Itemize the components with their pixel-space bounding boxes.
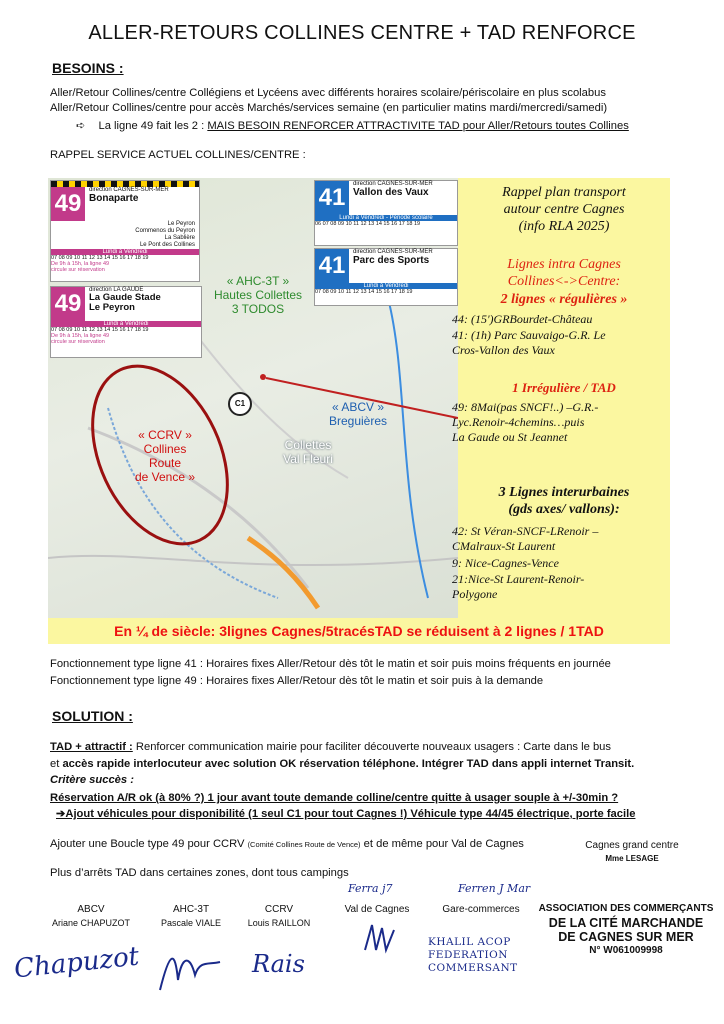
ahc-label: AHC-3T [172, 904, 210, 915]
card-direction: direction CAGNES-SUR-MER [89, 187, 169, 193]
bottom-banner-text: En ¼ de siècle: 3lignes Cagnes/5tracésTAD se réduisent à 2 lignes / 1TAD [114, 623, 604, 639]
info-line-9: 9: Nice-Cagnes-Vence [452, 556, 559, 570]
card-destination: Vallon des Vaux [353, 187, 429, 198]
collettes-label: Collettes Val Fleuri [283, 438, 333, 466]
stop-2: Commenos du Peyron [135, 228, 195, 234]
ccrv-label: CCRV [264, 904, 294, 915]
stamp-line-1: ASSOCIATION DES COMMERÇANTS [538, 903, 714, 914]
info-line-41: 41: (1h) Parc Sauvaigo-G.R. Le Cros-Vallon des Vaux [452, 328, 606, 357]
card-period: Lundi à Vendredi [315, 283, 457, 289]
besoins-line2: Aller/Retour Collines/centre pour accès Marchés/services semaine (en particulier matins mardi/mercredi/samedi) [50, 102, 608, 114]
line-41-badge: 41 [315, 181, 349, 215]
fonctionnement-49: Fonctionnement type ligne 49 : Horaires fixes Aller/Retour dès tôt le matin et soir puis à la demande [50, 675, 544, 687]
card-direction: direction LA GAUDE [89, 287, 144, 293]
info-line-49: 49: 8Mai(pas SNCF!..) –G.R.- Lyc.Renoir-4chemins…puis La Gaude ou St Jeannet [452, 400, 599, 444]
info-irreguliere: 1 Irrégulière / TAD [512, 380, 616, 395]
info-title: Rappel plan transport autour centre Cagnes (info RLA 2025) [502, 185, 626, 234]
card-period: Lundi à Vendredi [51, 321, 201, 327]
ahc-signature [150, 940, 230, 1000]
timetable-card-49-la-gaude [50, 286, 202, 358]
solution-heading: SOLUTION : [52, 708, 133, 724]
besoins-line1: Aller/Retour Collines/centre Collégiens et Lycéens avec différents horaires scolaire/périscolaire en plus scolabus [50, 87, 606, 99]
line-49-badge: 49 [51, 287, 85, 321]
tad-text: Renforcer communication mairie pour faciliter découverte nouveaux usagers : Carte dans le bus [132, 741, 611, 753]
stop-1: Le Peyron [167, 221, 195, 227]
ajout-line: ➔Ajout véhicules pour disponibilité (1 seul C1 pour tout Cagnes !) Véhicule type 44/45 électrique, porte facile [56, 808, 636, 820]
timetable-card-41-parc [314, 248, 458, 306]
solution-tad-line [50, 740, 611, 755]
boucle-b: et de même pour Val de Cagnes [360, 838, 524, 850]
abcv-signature: Chapuzot [12, 941, 141, 985]
besoins-heading: BESOINS : [52, 60, 124, 76]
val-de-cagnes-label: Val de Cagnes [344, 904, 410, 915]
card-direction: direction CAGNES-SUR-MER [353, 249, 433, 255]
transport-map [48, 178, 670, 644]
stamp-line-3: DE CAGNES SUR MER [558, 930, 694, 944]
ahc-area-label: « AHC-3T » Hautes Collettes 3 TODOS [213, 274, 303, 316]
val-signature [360, 920, 400, 960]
card-note-1: De 9h à 15h, la ligne 49 [51, 333, 110, 339]
arrets-line: Plus d’arrêts TAD dans certaines zones, dont tous campings [50, 867, 349, 879]
stop-4: Le Pont des Collines [139, 242, 195, 248]
boucle-line [50, 837, 524, 852]
info-interurbaines: 3 Lignes interurbaines (gds axes/ vallons): [498, 485, 630, 517]
ccrv-area-label: « CCRV » Collines Route de Vence » [134, 428, 196, 484]
besoins-line3 [76, 119, 629, 134]
line3-prefix: La ligne 49 fait les 2 : [98, 120, 208, 132]
info-line-42: 42: St Véran-SNCF-LRenoir – CMalraux-St Laurent [452, 524, 599, 553]
card-period: Lundi à Vendredi - Période scolaire [315, 215, 457, 221]
abcv-name: Ariane CHAPUZOT [51, 918, 131, 928]
line-41-badge: 41 [315, 249, 349, 283]
card-period: Lundi à Vendredi [51, 249, 199, 255]
line-49-badge: 49 [51, 187, 85, 221]
card-note-2: circule sur réservation [51, 339, 105, 345]
tad-line2-b: accès rapide interlocuteur avec solution OK réservation téléphone. Intégrer TAD dans appli internet Transit. [62, 758, 635, 770]
val-handwritten: Ferra j7 [348, 882, 393, 895]
info-line-44: 44: (15')GRBourdet-Château [452, 312, 593, 326]
stamp-line-2: DE LA CITÉ MARCHANDE [548, 916, 704, 930]
card-direction: direction CAGNES-SUR-MER [353, 181, 433, 187]
card-hours: 07 08 09 10 11 12 13 14 15 16 17 18 19 [315, 289, 413, 295]
cagnes-centre-label: Cagnes grand centre [585, 840, 679, 851]
stamp-line-4: N° W061009998 [589, 945, 663, 956]
ccrv-name: Louis RAILLON [247, 918, 311, 928]
association-stamp [536, 902, 716, 958]
card-hours: 07 08 09 10 11 12 13 14 15 16 17 18 19 [51, 255, 149, 261]
info-regulieres: 2 lignes « régulières » [500, 292, 628, 307]
card-destination: Bonaparte [89, 193, 139, 204]
boucle-a: Ajouter une Boucle type 49 pour CCRV [50, 838, 248, 850]
gare-handwritten: Ferren J Mar [458, 882, 531, 895]
card-note-1: De 9h à 15h, la ligne 49 [51, 261, 110, 267]
abcv-area-label: « ABCV » Breguières [328, 400, 388, 428]
rappel-label: RAPPEL SERVICE ACTUEL COLLINES/CENTRE : [50, 149, 306, 161]
card-hours: 06 07 08 09 10 11 12 13 14 15 16 17 18 19 [315, 221, 421, 227]
timetable-card-49-bonaparte [50, 180, 200, 282]
reservation-line: Réservation A/R ok (à 80% ?) 1 jour avant toute demande colline/centre quitte à usager souple à +/-30min ? [50, 792, 619, 804]
card-destination: La Gaude Stade Le Peyron [89, 292, 161, 313]
fonctionnement-41: Fonctionnement type ligne 41 : Horaires fixes Aller/Retour dès tôt le matin et soir puis moins fréquents en journée [50, 658, 611, 670]
arrow-icon: ➪ [76, 120, 86, 132]
stop-3: La Sablière [164, 235, 195, 241]
card-note-2: circule sur réservation [51, 267, 105, 273]
card-destination: Parc des Sports [353, 255, 430, 266]
solution-tad-line2 [50, 757, 634, 772]
line3-underlined: MAIS BESOIN RENFORCER ATTRACTIVITE TAD pour Aller/Retours toutes Collines [207, 120, 629, 132]
page-title: ALLER-RETOURS COLLINES CENTRE + TAD RENFORCE [88, 22, 636, 44]
gare-commerces-label: Gare-commerces [442, 904, 520, 915]
tad-label: TAD + attractif : [50, 741, 133, 753]
info-line-21: 21:Nice-St Laurent-Renoir- Polygone [452, 572, 585, 601]
c1-marker: C1 [228, 392, 252, 416]
abcv-label: ABCV [77, 904, 105, 915]
card-hours: 07 08 09 10 11 12 13 14 15 16 17 18 19 [51, 327, 149, 333]
info-panel [452, 178, 670, 618]
boucle-small: (Comité Collines Route de Vence) [247, 840, 361, 849]
mme-lesage-label: Mme LESAGE [605, 854, 659, 863]
khalil-handwritten: KHALIL ACOP FEDERATION COMMERSANT [428, 936, 518, 974]
tad-line2-a: et [50, 758, 63, 770]
ccrv-signature: Rais [252, 950, 305, 978]
timetable-card-41-vallon [314, 180, 458, 246]
ahc-name: Pascale VIALE [160, 918, 222, 928]
critere-label: Critère succès : [50, 774, 134, 786]
map-bottom-banner [48, 618, 670, 644]
info-lignes-intra: Lignes intra Cagnes Collines<->Centre: [507, 257, 621, 289]
